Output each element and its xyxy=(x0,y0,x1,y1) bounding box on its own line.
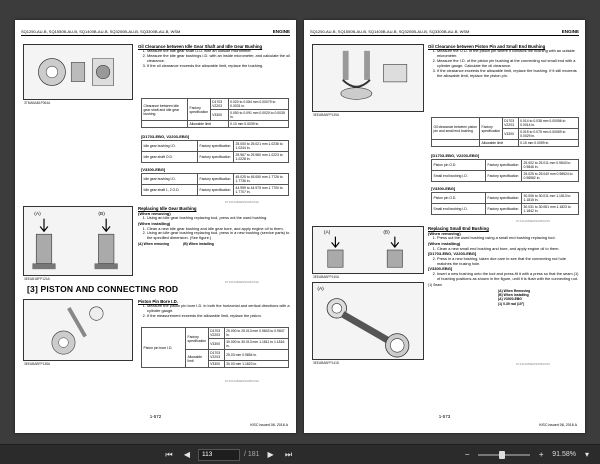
viewer-toolbar xyxy=(0,444,600,464)
legend-item: (A) V3300-EBG xyxy=(498,297,522,302)
section-heading: Oil Clearance between Piston Pin and Small End Bushing xyxy=(428,44,546,49)
step-item: 2. Using an idle gear bushing replacing tool, press in a new bushing (service parts) to the specified dimension. (See figure.) xyxy=(147,231,290,241)
step-item: 3. If the oil clearance exceeds the allowable limit, replace the bushing. xyxy=(147,64,290,69)
spec-value: 45.025 to 45.050 mm 1.7726 to 1.7736 in. xyxy=(234,174,289,185)
ref-code: 9Y1211060ENS0053US0 xyxy=(516,219,550,223)
spec-value: 30.031 to 30.081 mm 1.1823 to 1.1842 in. xyxy=(522,204,579,215)
section-heading: Oil Clearance between Idle Gear Shaft and Idle Gear Bushing xyxy=(138,44,263,49)
spec-table-d1703 xyxy=(141,140,289,163)
spec-value: 25.025 to 25.040 mm 0.98524 to 0.98582 in. xyxy=(522,171,579,182)
spec-value: 25.000 to 25.013 mm 0.9843 to 0.9847 in. xyxy=(224,328,288,339)
spec-type: Allowable limit xyxy=(186,350,209,368)
step-item: 1. Measure the O.D. of the piston pin where it contacts the bushing with an outside micrometer. xyxy=(437,49,580,59)
spec-model: V3300 xyxy=(502,129,518,140)
subheading: (When removing) xyxy=(428,231,461,237)
page-number: 1-572 xyxy=(149,414,162,419)
legend-item: (A) When Removing xyxy=(498,288,531,293)
first-page-button[interactable]: ⏮ xyxy=(165,449,173,459)
seam-note: (1) Seam xyxy=(428,283,442,288)
section-oil-clearance-idle xyxy=(138,44,290,69)
spec-type: Factory specification xyxy=(186,328,209,350)
figure-code: 3EEABABFP141D xyxy=(313,361,340,365)
label-a: (A) xyxy=(34,211,41,217)
figure-code: 3EEAB1BFP124A xyxy=(24,277,50,281)
ref-code: 9Y1211060ENS0044US0 xyxy=(225,280,259,284)
spec-table-v3300 xyxy=(431,192,579,215)
last-page-button[interactable]: ⏭ xyxy=(284,449,293,459)
spec-value: 0.020 to 0.084 mm 0.00079 to 0.0031 in. xyxy=(228,99,288,110)
steps-list xyxy=(428,272,580,282)
step-item: 2. Insert a new bushing onto the tool and press-fit it with a press so that the seam (1) of bushing positions as shown in the figure, until it is flush with the connecting rod. xyxy=(437,272,580,282)
spec-value: 44.959 to 44.975 mm 1.7700 to 1.7707 in. xyxy=(234,185,289,196)
issue-note: KiSC issued 08, 2016 A xyxy=(250,423,288,427)
ref-code: 9Y1211060ENS0054US0 xyxy=(516,362,550,366)
step-item: 2. Measure the I.D. of the piston pin bushing at the connecting rod small end with a cylinder gauge. Calculate the oil clearance. xyxy=(437,59,580,69)
steps-list xyxy=(138,304,290,319)
previous-page-button[interactable]: ◀ xyxy=(183,450,191,459)
spec-type: Allowable limit xyxy=(188,121,229,128)
zoom-out-button[interactable]: − xyxy=(464,450,470,459)
section-title: [3] PISTON AND CONNECTING ROD xyxy=(27,284,179,294)
zoom-slider[interactable] xyxy=(478,454,530,456)
spec-label: Piston pin O.D. xyxy=(432,193,486,204)
spec-table-d1703 xyxy=(431,159,579,182)
spec-model: D1703 V2203 xyxy=(208,328,224,339)
section-oil-clearance-pin xyxy=(428,44,580,79)
spec-value: 0.015 to 0.075 mm 0.00059 to 0.0029 in. xyxy=(518,129,578,140)
spec-value: 25.03 mm 0.9854 in. xyxy=(224,350,288,361)
spec-type: Factory specification xyxy=(480,118,503,140)
chevron-down-icon[interactable]: ▾ xyxy=(584,450,589,459)
step-item: 1. Clean a new idle gear bushing and idle gear bore, and apply engine oil to them. xyxy=(147,227,290,232)
spec-model: D1703 V2203 xyxy=(208,350,224,361)
spec-value: 0.014 to 0.038 mm 0.00056 to 0.0014 in. xyxy=(518,118,578,129)
bushing-replacing-figure xyxy=(23,206,133,276)
header-models: SQ1250-AU-B, SQ1550B-AU-B, SQ1400B-AU-B, SQ3200B-AU-B, SQ3300B-AU-B, WSM xyxy=(21,29,181,34)
spec-table-v3300 xyxy=(141,173,289,196)
legend-item: (1) 0.39 rad (10°) xyxy=(498,301,525,306)
spec-type: Factory specification xyxy=(486,193,522,204)
ref-code: 9Y1211060ENS0052US0 xyxy=(225,379,259,383)
group-heading: [D1703-EBG, V2203-EBG] xyxy=(428,251,477,257)
spec-model: D1703 V2203 xyxy=(210,99,228,110)
steps-list xyxy=(138,227,290,242)
spec-label: Idle gear bushing I.D. xyxy=(142,174,198,185)
spec-type: Factory specification xyxy=(198,185,234,196)
spec-model: D1703 V2203 xyxy=(502,118,518,129)
spec-label: Piston pin bore I.D. xyxy=(142,328,186,368)
spec-type: Factory specification xyxy=(188,99,211,121)
spec-table-pin-bore xyxy=(141,327,289,368)
spec-label: Idle gear bushing I.D. xyxy=(142,141,198,152)
step-item: 1. Measure the idle gear shaft O.D. with an outside micrometer. xyxy=(147,49,290,54)
subheading: (When installing) xyxy=(138,221,171,227)
spec-value: 0.10 mm 0.0039 in. xyxy=(228,121,288,128)
label-b: (B) xyxy=(383,230,390,236)
page-header xyxy=(310,29,579,36)
issue-note: KiSC issued 08, 2016 A xyxy=(539,423,577,427)
spec-value: 0.050 to 0.091 mm 0.0020 to 0.0035 in. xyxy=(228,110,288,121)
spec-type: Factory specification xyxy=(198,174,234,185)
figure-legend xyxy=(498,289,580,307)
step-item: 1. Using an idle gear bushing replacing tool, press out the used bushing. xyxy=(147,216,290,221)
section-heading: Piston Pin Bore I.D. xyxy=(138,299,178,304)
spec-label: Clearance between idle gear shaft and idle gear bushing xyxy=(142,99,188,121)
figure-legend xyxy=(138,242,290,247)
steps-list xyxy=(138,49,290,69)
step-item: 2. Measure the idle gear bushings I.D. with an inside micrometer, and calculate the oil clearance. xyxy=(147,54,290,64)
zoom-in-button[interactable]: + xyxy=(538,450,544,459)
spec-type: Factory specification xyxy=(198,141,234,152)
left-page xyxy=(15,20,296,433)
spec-value: 25.967 to 25.980 mm 1.0223 to 1.0228 in. xyxy=(234,152,289,163)
spec-model: V3300 xyxy=(208,339,224,350)
legend-item: (A) When removing xyxy=(138,242,170,247)
section-heading: Replacing Idle Gear Bushing xyxy=(138,206,197,211)
section-piston-pin-bore xyxy=(138,299,290,319)
page-total: / 181 xyxy=(244,451,260,458)
next-page-button[interactable]: ▶ xyxy=(267,450,274,459)
step-item: 1. Measure the piston pin bore I.D. in both the horizontal and vertical directions with a cylinder gauge. xyxy=(147,304,290,314)
spec-type: Allowable limit xyxy=(480,140,519,147)
steps-list xyxy=(428,257,580,267)
step-item: 1. Clean a new small end bushing and bore, and apply engine oil to them. xyxy=(437,247,580,252)
section-heading: Replacing Small End Bushing xyxy=(428,226,489,231)
header-section: ENGINE xyxy=(272,29,290,34)
spec-type: Factory specification xyxy=(486,171,522,182)
subheading: (When installing) xyxy=(428,241,461,247)
legend-item: (B) When installing xyxy=(183,242,214,247)
group-heading: [D1703-EBG, V2203-EBG] xyxy=(141,134,190,139)
section-replacing-small-end xyxy=(428,226,580,306)
legend-item: (B) When installing xyxy=(498,293,529,298)
page-navigator xyxy=(162,448,296,462)
spec-label: Oil clearance between piston pin and small end bushing xyxy=(432,118,480,140)
spec-type: Factory specification xyxy=(486,204,522,215)
zoom-controls xyxy=(460,448,594,462)
right-page xyxy=(304,20,585,433)
steps-list xyxy=(428,49,580,78)
spec-label: Small end bushing I.D. xyxy=(432,171,486,182)
zoom-level: 91.58% xyxy=(552,451,576,458)
step-item: 2. Press in a new bushing, taken due care to see that the connecting rod hole matches the busing hole. xyxy=(437,257,580,267)
spec-table-pin-clearance xyxy=(431,117,579,147)
spec-type: Factory specification xyxy=(486,160,522,171)
spec-model: V3300 xyxy=(210,110,228,121)
page-number-input[interactable] xyxy=(198,449,240,461)
spec-value: 25.002 to 25.011 mm 0.9843 to 0.9846 in. xyxy=(522,160,579,171)
spec-value: 30.000 to 30.013 mm 1.1811 to 1.1816 in. xyxy=(224,339,288,350)
idle-gear-figure xyxy=(23,44,133,100)
group-heading: [V3300-EBG] xyxy=(141,167,166,172)
spec-model: V3300 xyxy=(208,361,224,368)
figure-code: 3TMABAB1P064A xyxy=(24,101,51,105)
label-a: (A) xyxy=(317,286,324,292)
connecting-rod-figure xyxy=(312,282,424,360)
step-item: 2. If the measurement exceeds the allowable limit, replace the piston. xyxy=(147,314,290,319)
spec-value: 0.15 mm 0.0059 in. xyxy=(518,140,578,147)
spec-type: Factory specification xyxy=(198,152,234,163)
header-models: SQ1250-AU-B, SQ1550B-AU-B, SQ1400B-AU-B, SQ3200B-AU-B, SQ3300B-AU-B, WSM xyxy=(310,29,470,34)
spec-value: 30.03 mm 1.1823 in. xyxy=(224,361,288,368)
small-end-press-figure xyxy=(312,226,424,274)
piston-pin-figure xyxy=(312,44,424,112)
ref-code: 9Y1211060ENS0043US0 xyxy=(225,200,259,204)
group-heading: [V3300-EBG] xyxy=(428,266,453,272)
group-heading: [D1703-EBG, V2203-EBG] xyxy=(431,153,480,158)
spec-value: 30.006 to 30.011 mm 1.1813 to 1.1815 in. xyxy=(522,193,579,204)
spec-value: 25.000 to 25.021 mm 1.0236 to 1.0244 in. xyxy=(234,141,289,152)
figure-code: 3EEABABFP140A xyxy=(313,275,340,279)
spec-label: Idle gear shaft 1, 2 O.D. xyxy=(142,185,198,196)
spec-label: Idle gear shaft O.D. xyxy=(142,152,198,163)
spec-label: Small end bushing I.D. xyxy=(432,204,486,215)
label-a: (A) xyxy=(323,230,331,236)
page-header xyxy=(21,29,290,36)
spec-label: Piston pin O.D. xyxy=(432,160,486,171)
zoom-slider-handle[interactable] xyxy=(499,451,505,459)
header-section: ENGINE xyxy=(561,29,579,34)
step-item: 3. If the clearance exceeds the allowable limit, replace the bushing. If it still exceeds the allowable limit, replace the piston pin. xyxy=(437,69,580,79)
spec-table-clearance xyxy=(141,98,289,128)
figure-code: 3EEABABFP139A xyxy=(313,113,340,117)
subheading: (When removing) xyxy=(138,211,171,217)
piston-pin-bore-figure xyxy=(23,299,133,361)
figure-code: 3EEABABFP138A xyxy=(24,362,51,366)
label-b: (B) xyxy=(98,211,105,217)
step-item: 1. Press out the used bushing using a small end bushing replacing tool. xyxy=(437,236,580,241)
section-replacing-idle-bushing xyxy=(138,206,290,247)
group-heading: [V3300-EBG] xyxy=(431,186,456,191)
page-number: 1-573 xyxy=(438,414,451,419)
